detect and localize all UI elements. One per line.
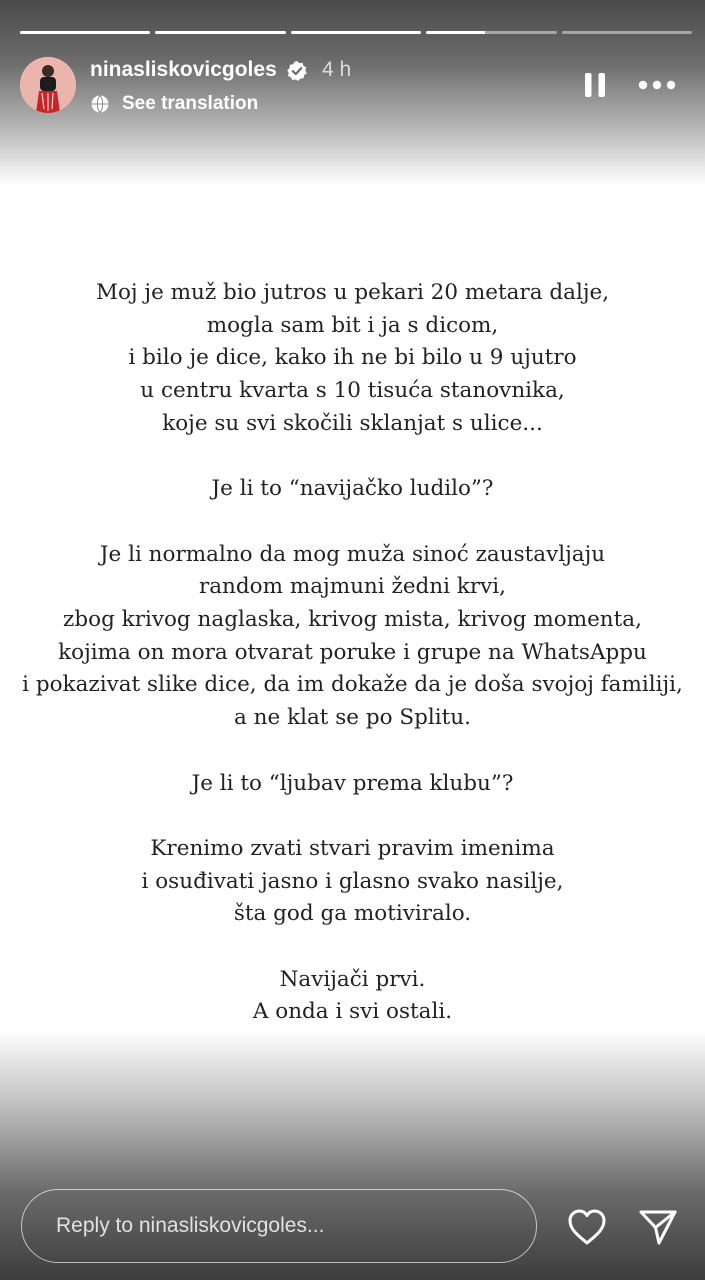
story-line: Krenimo zvati stvari pravim imenima <box>150 835 555 861</box>
story-line: koje su svi skočili sklanjat s ulice... <box>162 410 543 436</box>
see-translation-button[interactable] <box>90 92 258 116</box>
story-line: i osuđivati jasno i glasno svako nasilje, <box>141 868 564 894</box>
story-paragraph <box>0 964 705 1029</box>
story-line: Navijači prvi. <box>279 966 426 992</box>
story-paragraph <box>0 833 705 931</box>
story-paragraph <box>0 277 705 441</box>
story-progress-segment <box>562 31 692 34</box>
story-line: u centru kvarta s 10 tisuća stanovnika, <box>140 378 565 404</box>
story-progress-segment <box>291 31 421 34</box>
story-line: mogla sam bit i ja s dicom, <box>206 312 499 338</box>
reply-input[interactable] <box>21 1189 537 1263</box>
story-line: i bilo je dice, kako ih ne bi bilo u 9 ujutro <box>128 345 577 371</box>
story-line: random majmuni žedni krvi, <box>198 574 507 600</box>
story-progress-fill <box>291 31 421 34</box>
story-line: A onda i svi ostali. <box>252 999 453 1025</box>
story-line: Je li to “ljubav prema klubu”? <box>191 770 514 796</box>
reply-placeholder: Reply to ninasliskovicgoles... <box>56 1214 325 1237</box>
story-progress-fill <box>20 31 150 34</box>
story-progress-fill <box>426 31 485 34</box>
story-paragraph <box>0 473 705 506</box>
story-line: a ne klat se po Splitu. <box>234 705 471 731</box>
verified-badge-icon <box>286 60 308 82</box>
heart-icon[interactable] <box>566 1207 608 1247</box>
story-progress-fill <box>155 31 285 34</box>
translate-icon <box>90 94 110 114</box>
story-line: Je li to “navijačko ludilo”? <box>211 476 494 502</box>
story-username[interactable]: ninasliskovicgoles <box>90 58 277 81</box>
story-progress-bars <box>20 31 692 35</box>
story-progress-segment <box>426 31 556 34</box>
story-line: Moj je muž bio jutros u pekari 20 metara dalje, <box>95 280 610 305</box>
story-line: zbog krivog naglaska, krivog mista, krivog momenta, <box>63 607 642 632</box>
story-timestamp: 4 h <box>322 58 352 81</box>
story-line: šta god ga motiviralo. <box>233 901 472 927</box>
story-line: i pokazivat slike dice, da im dokaže da je doša svojoj familiji, <box>22 672 683 698</box>
story-paragraph <box>0 539 705 735</box>
more-options-icon[interactable] <box>636 70 678 100</box>
story-line: kojima on mora otvarat poruke i grupe na WhatsAppu <box>58 639 647 665</box>
story-line: Je li normalno da mog muža sinoć zaustavljaju <box>99 541 606 567</box>
pause-icon[interactable] <box>580 70 610 100</box>
story-text <box>0 277 705 1062</box>
story-paragraph <box>0 768 705 801</box>
story-progress-segment <box>20 31 150 34</box>
story-progress-segment <box>155 31 285 34</box>
see-translation-label: See translation <box>122 93 259 114</box>
avatar[interactable] <box>20 57 76 113</box>
send-icon[interactable] <box>637 1206 679 1248</box>
